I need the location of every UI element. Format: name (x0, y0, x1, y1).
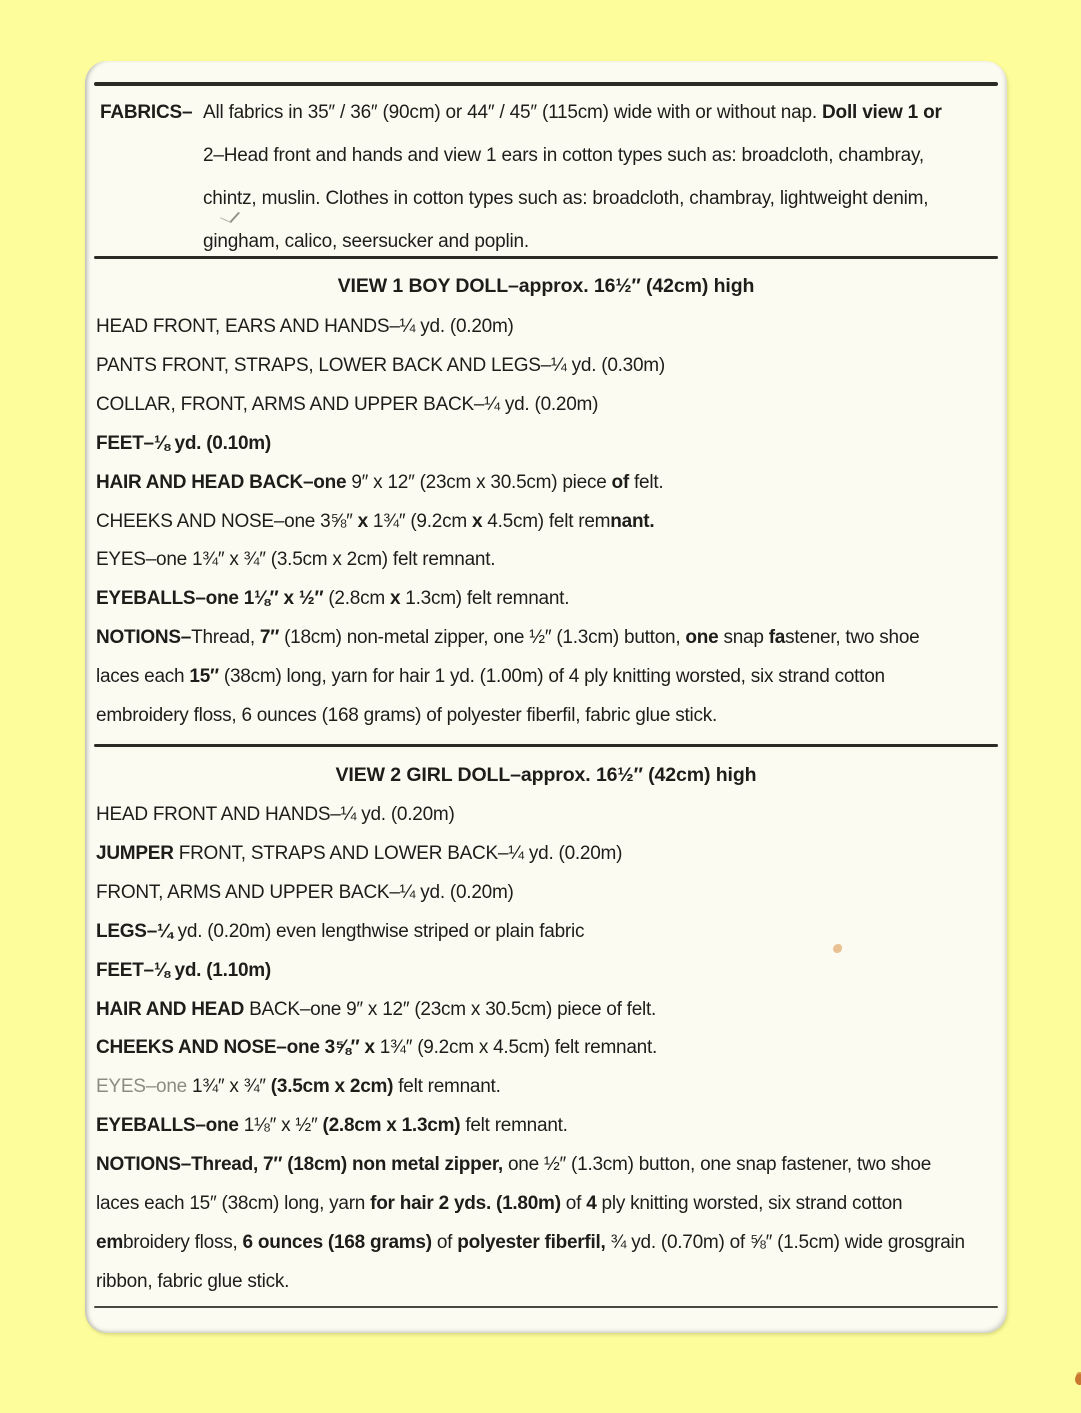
text-segment: chintz, muslin. Clothes in cotton types such as: broadcloth, chambray, lightweight denim, (203, 188, 929, 209)
text-segment: laces each (96, 666, 190, 688)
text-line (203, 91, 942, 134)
text-line (96, 1068, 1003, 1107)
text-line (96, 1263, 1003, 1302)
text-segment: gingham, calico, seersucker and poplin. (203, 231, 529, 252)
text-line (96, 308, 1003, 347)
text-segment: COLLAR, FRONT, ARMS AND UPPER BACK–¼ yd. (0.20m) (96, 393, 599, 415)
stain-speck (1075, 1374, 1081, 1385)
text-line (96, 464, 1003, 503)
text-segment: FEET–⅛ yd. (1.10m) (96, 959, 272, 981)
text-segment: of (560, 1193, 587, 1215)
fabrics-section (100, 91, 999, 263)
text-segment: for hair 2 yds. (1.80m) (370, 1193, 561, 1215)
text-segment: snap (718, 627, 769, 649)
text-line (96, 913, 1003, 952)
view1-requirements-list (96, 308, 1003, 736)
section-divider-1 (94, 256, 998, 259)
text-segment: 1¾″ (9.2cm (367, 510, 472, 532)
top-rule (94, 82, 998, 86)
text-line (96, 1224, 1003, 1263)
text-segment: embroidery floss, 6 ounces (168 grams) of polyester fiberfil, fabric glue stick. (96, 705, 717, 727)
text-segment: HAIR AND HEAD BACK–one (96, 471, 347, 493)
text-segment: of (611, 471, 629, 493)
bottom-rule (94, 1306, 998, 1308)
text-line (96, 1185, 1003, 1224)
text-segment: x (389, 588, 401, 610)
text-segment: 4.5cm) felt rem (482, 510, 611, 532)
text-segment: LEGS–¼ (96, 920, 173, 942)
text-line (96, 1107, 1003, 1146)
text-segment: FRONT, ARMS AND UPPER BACK–¼ yd. (0.20m) (96, 881, 514, 903)
text-segment: one ½″ (1.3cm) button, one snap fastener, two shoe (502, 1154, 932, 1176)
text-segment: HEAD FRONT AND HANDS–¼ yd. (0.20m) (96, 804, 455, 825)
text-segment: Thread, (191, 627, 260, 649)
section-divider-2 (94, 744, 998, 747)
text-segment: (18cm) non-metal zipper, one ½″ (1.3cm) button, (279, 627, 686, 649)
text-segment: (38cm) long, yarn for hair 1 yd. (1.00m) of 4 ply knitting worsted, six strand cotton (218, 666, 885, 688)
text-segment: 7″ (259, 627, 280, 649)
text-segment: NOTIONS–Thread, (96, 1154, 258, 1176)
text-segment: EYES–one (96, 1076, 187, 1098)
text-segment: 6 ounces (168 grams) (242, 1231, 432, 1253)
text-line (96, 541, 1003, 580)
text-segment: ribbon, fabric glue stick. (96, 1270, 290, 1292)
text-segment: 15″ (189, 666, 219, 688)
text-line (96, 386, 1003, 425)
text-line (96, 1029, 1003, 1068)
text-segment: EYES–one 1¾″ x ¾″ (3.5cm x 2cm) felt remnant. (96, 549, 496, 571)
text-line (96, 952, 1003, 991)
text-segment: (2.8cm x 1.3cm) (322, 1115, 461, 1137)
text-line (96, 425, 1003, 464)
text-segment: 1.3cm) felt remnant. (400, 588, 570, 610)
text-segment: CHEEKS AND NOSE–one 3⅝″ (96, 510, 358, 532)
text-line (96, 580, 1003, 619)
text-segment: (3.5cm x 2cm) (270, 1076, 394, 1098)
text-segment: JUMPER (96, 842, 174, 864)
text-segment: FEET–⅛ yd. (0.10m) (96, 432, 272, 454)
text-segment: laces each 15″ (38cm) long, yarn (96, 1193, 371, 1215)
text-segment: polyester fiberfil, (457, 1231, 606, 1253)
pattern-instruction-sheet (85, 61, 1007, 1333)
fabrics-text (203, 91, 942, 263)
text-segment: yd. (0.20m) even lengthwise striped or plain fabric (172, 920, 585, 942)
text-line (96, 503, 1003, 542)
text-segment: stener, two shoe (785, 627, 920, 649)
text-segment: one (685, 627, 719, 649)
view2-requirements-list (96, 796, 1003, 1302)
text-segment: 9″ x 12″ (23cm x 30.5cm) piece (346, 471, 612, 493)
text-segment: x (357, 510, 368, 532)
view1-heading: VIEW 1 BOY DOLL–approx. 16½″ (42cm) high (337, 275, 755, 297)
view2-heading: VIEW 2 GIRL DOLL–approx. 16½″ (42cm) high (335, 764, 757, 786)
text-segment: felt remnant. (460, 1115, 568, 1137)
text-segment: felt. (628, 471, 664, 493)
text-segment: All fabrics in 35″ / 36″ (90cm) or 44″ / 45″ (115cm) wide with or without nap. (203, 102, 823, 123)
text-line (203, 177, 942, 220)
text-segment: Doll view 1 or (822, 102, 942, 123)
text-segment: broidery floss, (122, 1231, 243, 1253)
text-segment: NOTIONS– (96, 627, 192, 649)
text-segment: nant. (610, 510, 655, 532)
text-line (96, 991, 1003, 1030)
text-segment: 1¾″ (9.2cm x 4.5cm) felt remnant. (374, 1037, 658, 1059)
text-segment: (2.8cm (323, 588, 390, 610)
text-segment: ply knitting worsted, six strand cotton (596, 1193, 903, 1215)
text-line (96, 347, 1003, 386)
text-segment: em (96, 1231, 123, 1253)
fabrics-label: FABRICS– (100, 102, 193, 123)
text-segment: x (471, 510, 483, 532)
text-segment: CHEEKS AND NOSE–one 3⅝″ x (96, 1037, 375, 1059)
text-segment: fa (768, 627, 786, 649)
text-line (96, 1146, 1003, 1185)
text-segment: FRONT, STRAPS AND LOWER BACK–¼ yd. (0.20m) (173, 842, 623, 864)
text-segment: PANTS FRONT, STRAPS, LOWER BACK AND LEGS–¼ yd. (0.30m) (96, 354, 665, 376)
text-segment: 7″ (18cm) non metal zipper, (263, 1154, 503, 1176)
text-line (96, 796, 1003, 835)
text-segment: 4 (586, 1193, 597, 1215)
text-line (96, 619, 1003, 658)
text-segment: 1⅛″ x ½″ (238, 1115, 323, 1137)
text-segment: ¾ yd. (0.70m) of ⅝″ (1.5cm) wide grosgrain (605, 1231, 965, 1253)
text-segment: HEAD FRONT, EARS AND HANDS–¼ yd. (0.20m) (96, 316, 514, 337)
text-segment: of (431, 1231, 458, 1253)
text-segment: 1¾″ x ¾″ (186, 1076, 271, 1098)
text-segment: BACK–one 9″ x 12″ (23cm x 30.5cm) piece of felt. (244, 998, 657, 1020)
text-line (96, 835, 1003, 874)
text-line (96, 658, 1003, 697)
text-segment: 2–Head front and hands and view 1 ears in cotton types such as: broadcloth, chambray, (203, 145, 924, 166)
text-line (96, 874, 1003, 913)
text-line (203, 134, 942, 177)
text-segment: HAIR AND HEAD (96, 998, 245, 1020)
text-line (96, 697, 1003, 736)
text-segment: EYEBALLS–one 1⅛″ x ½″ (96, 588, 324, 610)
text-segment: felt remnant. (393, 1076, 501, 1098)
text-segment: EYEBALLS–one (96, 1115, 239, 1137)
